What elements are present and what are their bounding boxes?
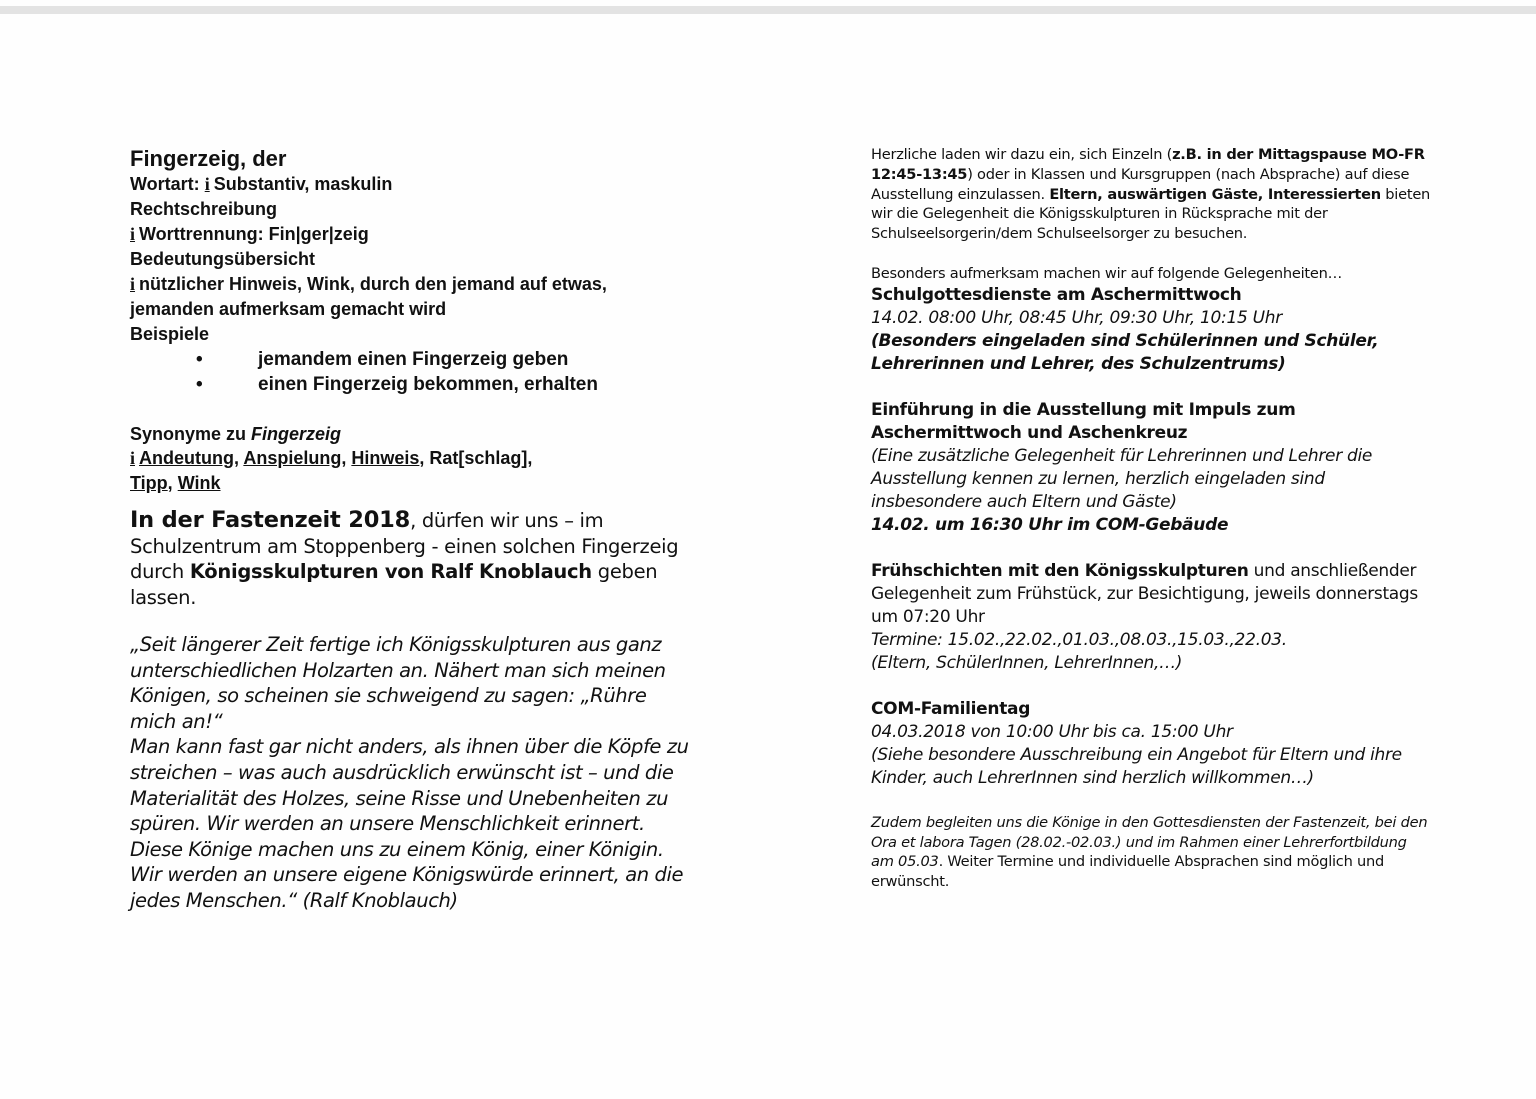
intro-lead: In der Fastenzeit 2018 xyxy=(130,507,411,533)
info-link[interactable]: i xyxy=(204,174,210,194)
top-bar xyxy=(0,6,1536,14)
wortart-line xyxy=(130,172,690,197)
synonym-ratschlag: Rat[schlag] xyxy=(429,448,528,468)
event-time: Termine: 15.02.,22.02.,01.03.,08.03.,15.03.,22.03. xyxy=(871,629,1287,650)
closing-paragraph xyxy=(871,813,1431,892)
invitation-bold: z.B. in der Mittagspause MO-FR 12:45-13:45 xyxy=(871,146,1425,183)
closing-italic: Zudem begleiten uns die Könige in den Gottesdiensten der Fastenzeit, bei den Ora et labora Tagen (28.02.-02.03.) und im Rahmen einer Lehrerfortbildung am 05.03 xyxy=(871,813,1428,871)
headword: Fingerzeig, der xyxy=(130,146,287,171)
opportunities-intro: Besonders aufmerksam machen wir auf folgende Gelegenheiten… xyxy=(871,264,1342,282)
bullet-icon: • xyxy=(196,349,203,370)
separator: , xyxy=(167,473,178,493)
spacer xyxy=(130,397,690,422)
bedeutung-heading: Bedeutungsübersicht xyxy=(130,249,316,269)
spacer xyxy=(871,244,1431,264)
bedeutung-line xyxy=(130,272,690,322)
event-block xyxy=(871,284,1431,376)
closing-normal: . Weiter Termine und individuelle Absprachen sind möglich und erwünscht. xyxy=(871,853,1384,891)
event-block xyxy=(871,399,1431,537)
quote-part-1: „Seit längerer Zeit fertige ich Königsskulpturen aus ganz unterschiedlichen Holzarten an. Nähert man sich meinen Königen, so scheinen sie schweigend zu sagen: „Rühre mich an!“ xyxy=(130,633,666,733)
synonyme-list xyxy=(130,446,690,496)
invitation-bold: Eltern, auswärtigen Gäste, Interessierten xyxy=(1049,185,1381,203)
wortart-label: Wortart: xyxy=(130,174,200,194)
beispiel-text: jemandem einen Fingerzeig geben xyxy=(258,349,569,370)
event-time: 14.02. um 16:30 Uhr im COM-Gebäude xyxy=(871,514,1229,535)
event-note: (Eltern, SchülerInnen, LehrerInnen,…) xyxy=(871,652,1183,673)
event-desc: und anschließender Gelegenheit zum Frühstück, zur Besichtigung, jeweils donnerstags um 07:20 Uhr xyxy=(871,560,1418,627)
separator: , xyxy=(341,448,352,468)
list-item xyxy=(130,372,690,397)
synonym-link-anspielung[interactable]: Anspielung xyxy=(243,448,342,468)
event-block xyxy=(871,560,1431,675)
separator: , xyxy=(527,448,533,468)
intro-text-end: geben lassen. xyxy=(130,560,658,609)
event-title: Schulgottesdienste am Aschermittwoch xyxy=(871,284,1242,305)
synonym-link-wink[interactable]: Wink xyxy=(177,473,221,493)
synonyme-prefix: Synonyme zu xyxy=(130,424,247,444)
intro-text: , dürfen wir uns – im Schulzentrum am Stoppenberg - einen solchen Fingerzeig durch xyxy=(130,509,679,583)
event-title: COM-Familientag xyxy=(871,698,1031,719)
info-link[interactable]: i xyxy=(130,274,136,294)
synonyme-word: Fingerzeig xyxy=(251,424,342,444)
list-item xyxy=(130,347,690,372)
info-link[interactable]: i xyxy=(130,448,136,468)
event-block xyxy=(871,698,1431,790)
synonyme-heading xyxy=(130,422,690,446)
intro-bold: Königsskulpturen von Ralf Knoblauch xyxy=(189,560,592,583)
event-title: Einführung in die Ausstellung mit Impuls zum Aschermittwoch und Aschenkreuz xyxy=(871,399,1296,443)
info-link[interactable]: i xyxy=(130,224,136,244)
spacer xyxy=(871,376,1431,399)
invitation-text: Herzliche laden wir dazu ein, sich Einzeln ( xyxy=(871,146,1173,163)
event-time: 04.03.2018 von 10:00 Uhr bis ca. 15:00 Uhr xyxy=(871,721,1233,742)
separator: , xyxy=(234,448,244,468)
beispiele-heading: Beispiele xyxy=(130,324,210,344)
artist-quote xyxy=(130,632,690,914)
event-title-line xyxy=(871,560,1431,629)
spacer xyxy=(871,675,1431,698)
right-column xyxy=(871,145,1431,892)
quote-part-2: Man kann fast gar nicht anders, als ihnen über die Köpfe zu streichen – was auch ausdrücklich erwünscht ist – und die Materialität des Holzes, seine Risse und Unebenheiten zu spüren. Wir werden an unsere Menschlichkeit erinnert. Diese Könige machen uns zu einem König, einer Königin. Wir werden an unsere eigene Königswürde erinnert, an die jedes Menschen.“ (Ralf Knoblauch) xyxy=(130,735,689,912)
event-time: 14.02. 08:00 Uhr, 08:45 Uhr, 09:30 Uhr, 10:15 Uhr xyxy=(871,307,1282,328)
event-note: (Besonders eingeladen sind Schülerinnen und Schüler, Lehrerinnen und Lehrer, des Schulzentrums) xyxy=(871,330,1379,374)
beispiele-list xyxy=(130,347,690,397)
event-title: Frühschichten mit den Königsskulpturen xyxy=(871,560,1249,581)
beispiel-text: einen Fingerzeig bekommen, erhalten xyxy=(258,374,598,395)
event-note: (Siehe besondere Ausschreibung ein Angebot für Eltern und ihre Kinder, auch LehrerInnen sind herzlich willkommen…) xyxy=(871,744,1402,788)
invitation-text: bieten wir die Gelegenheit die Königsskulpturen in Rücksprache mit der Schulseelsorgerin/dem Schulseelsorger zu besuchen. xyxy=(871,185,1431,243)
invitation-paragraph xyxy=(871,145,1431,244)
worttrennung: Worttrennung: Fin|ger|zeig xyxy=(139,224,369,244)
synonym-link-tipp[interactable]: Tipp xyxy=(130,473,168,493)
spacer xyxy=(871,790,1431,813)
bullet-icon: • xyxy=(196,374,203,395)
synonym-link-hinweis[interactable]: Hinweis xyxy=(351,448,420,468)
left-column xyxy=(130,146,690,914)
invitation-text: ) oder in Klassen und Kursgruppen (nach Absprache) auf diese Ausstellung einzulassen. xyxy=(871,165,1410,203)
event-note: (Eine zusätzliche Gelegenheit für Lehrerinnen und Lehrer die Ausstellung kennen zu lernen, herzlich eingeladen sind insbesondere auch Eltern und Gäste) xyxy=(871,445,1373,512)
rechtschreibung-heading: Rechtschreibung xyxy=(130,199,278,219)
intro-paragraph xyxy=(130,508,690,610)
wortart-value: Substantiv, maskulin xyxy=(213,174,393,194)
worttrennung-line xyxy=(130,222,690,247)
separator: , xyxy=(419,448,430,468)
spacer xyxy=(871,537,1431,560)
bedeutung: nützlicher Hinweis, Wink, durch den jemand auf etwas, jemanden aufmerksam gemacht wird xyxy=(130,274,607,319)
synonym-link-andeutung[interactable]: Andeutung xyxy=(139,448,234,468)
dictionary-entry xyxy=(130,146,690,496)
